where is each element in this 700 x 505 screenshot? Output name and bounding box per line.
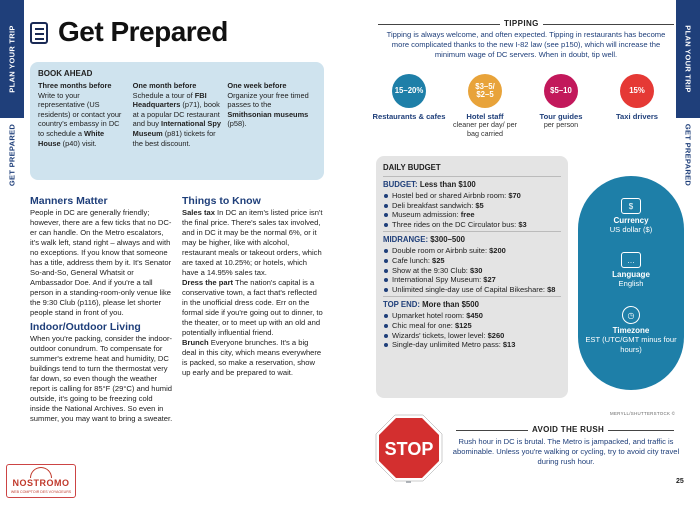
avoid-rush-title: AVOID THE RUSH (528, 425, 608, 434)
photo-credit: MERYLL/SHUTTERSTOCK © (610, 411, 676, 416)
tip-taxi-drivers: 15% Taxi drivers (600, 74, 674, 121)
page-title: Get Prepared (58, 16, 228, 47)
currency-block: $ Currency US dollar ($) (578, 198, 684, 235)
book-ahead-one-week: One week before Organize your free timed passes to the Smithsonian museums (p58). (227, 81, 309, 129)
book-ahead-heading: BOOK AHEAD (38, 69, 93, 78)
section-tab-plan-your-trip: PLAN YOUR TRIP (0, 0, 24, 118)
tip-restaurants: 15–20% Restaurants & cafes (372, 74, 446, 121)
things-sales-tax: Sales tax In DC an item's listed price isn't the final price. There's sales tax involved, and in DC it may be the normal 6%, or it may be higher, like with alcohol, restaurant meals or takeout orders, which are taxed at 10.25%; or hotels, which have a 14.95% sales tax. (182, 208, 323, 277)
indoor-outdoor-text: When you're packing, consider the indoor-outdoor conundrum. To compensate for summer's extreme heat and humidity, DC buildings tend to turn the thermostat very far down, so even though the weather report is calling for 85°F (29°C) and humid outside, it's going to be freezing cold inside the National Archives. So even in summer, you may want to bring a sweater. (30, 334, 173, 423)
list-item: Chic meal for one: $125 (383, 321, 561, 331)
tip-tour-guides: $5–10 Tour guides per person (524, 74, 598, 130)
list-item: Single-day unlimited Metro pass: $13 (383, 340, 561, 350)
list-item: Cafe lunch: $25 (383, 256, 561, 266)
speech-bubble-icon: … (621, 252, 641, 268)
svg-text:STOP: STOP (384, 439, 434, 459)
quick-facts-pill (578, 176, 684, 390)
banknote-icon: $ (621, 198, 641, 214)
daily-budget-heading: DAILY BUDGET (383, 163, 441, 172)
left-text-column (30, 196, 174, 428)
manners-heading: Manners Matter (30, 195, 108, 207)
list-item: Deli breakfast sandwich: $5 (383, 201, 561, 211)
list-item: Three rides on the DC Circulator bus: $3 (383, 220, 561, 230)
things-to-know-column (182, 196, 324, 382)
budget-tier-heading: BUDGET: Less than $100 (383, 176, 561, 189)
list-item: Show at the 9:30 Club: $30 (383, 266, 561, 276)
left-side-tabs: PLAN YOUR TRIP GET PREPARED (0, 0, 24, 505)
page-number: 25 (676, 478, 684, 485)
manners-text: People in DC are generally friendly; however, there are a few ticks that no DC-er can handle. On the Metro escalators, it's walk left, stand right – always and with no exceptions. If you know that someone has a title, address them by it. It's Senator So-and-So, General Whatsit or Ambassador Doe. And if you're a tall person in a standing-room-only venue like the 9:30 Club (p116), please let shorter people stand in front of you. (30, 208, 172, 317)
checklist-icon (30, 22, 48, 44)
nostromo-logo: NOSTROMO WEB COMPTOIR DES VOYAGEURS (6, 464, 76, 498)
tip-hotel-staff: $3–5/ $2–5 Hotel staff cleaner per day/ per bag carried (448, 74, 522, 139)
stop-sign-icon (374, 413, 444, 483)
list-item: International Spy Museum: $27 (383, 275, 561, 285)
top-end-tier-heading: TOP END: More than $500 (383, 296, 561, 309)
list-item: Upmarket hotel room: $450 (383, 311, 561, 321)
things-to-know-heading: Things to Know (182, 195, 261, 207)
indoor-outdoor-heading: Indoor/Outdoor Living (30, 321, 141, 333)
clock-icon: ◷ (622, 306, 640, 324)
list-item: Double room or Airbnb suite: $200 (383, 246, 561, 256)
things-dress-the-part: Dress the part The nation's capital is a conservative town, a fact that's reflected in the unofficial dress code. Err on the formal side if you're going out to dinner, to the theater, or to meet up with an old and potentially influential friend. (182, 278, 323, 337)
right-side-tabs: PLAN YOUR TRIP GET PREPARED (676, 0, 700, 505)
tipping-title: TIPPING (500, 19, 543, 28)
book-ahead-box (30, 62, 324, 180)
list-item: Museum admission: free (383, 210, 561, 220)
avoid-rush-text: Rush hour in DC is brutal. The Metro is jampacked, and traffic is abominable. Unless you're walking or cycling, try to avoid city travel during rush hour. (452, 437, 680, 466)
tipping-text: Tipping is always welcome, and often expected. Tipping in restaurants has become more complicated thanks to the new I-82 law (see p150), which will increase the minimum wage of DC servers. When in doubt, tip well. (386, 30, 666, 59)
book-ahead-three-months: Three months before Write to your representative (US residents) or contact your country's embassy in DC to schedule a White House (p40) visit. (38, 81, 122, 148)
list-item: Wizards' tickets, lower level: $260 (383, 331, 561, 341)
language-block: … Language English (578, 252, 684, 289)
daily-budget-box (376, 156, 568, 398)
book-ahead-one-month: One month before Schedule a tour of FBI Headquarters (p71), book at a popular DC restaurant and buy International Spy Museum (p81) tickets for the best discount. (132, 81, 221, 148)
list-item: Hostel bed or shared Airbnb room: $70 (383, 191, 561, 201)
timezone-block: ◷ Timezone EST (UTC/GMT minus four hours) (578, 306, 684, 354)
midrange-tier-heading: MIDRANGE: $300–500 (383, 231, 561, 244)
section-tab-plan-your-trip-right: PLAN YOUR TRIP (676, 0, 700, 118)
things-brunch: Brunch Everyone brunches. It's a big deal in this city, which means everywhere is packed, so make a reservation, show up early and be prepared to wait. (182, 338, 322, 377)
list-item: Unlimited single-day use of Capital Bikeshare: $8 (383, 285, 561, 295)
